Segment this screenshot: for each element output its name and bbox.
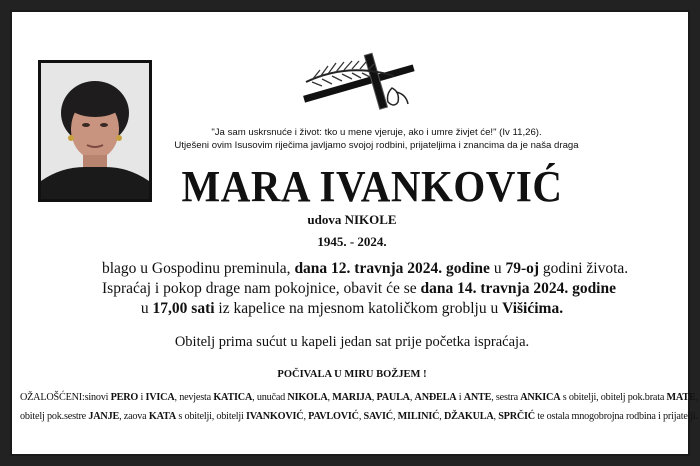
mourner-text: OŽALOŠĆENI: — [20, 392, 85, 403]
quote-line-2: Utješeni ovim Isusovim riječima javljamo svojoj rodbini, prijateljima i znancima da je naša draga — [174, 140, 579, 151]
bible-quote — [159, 126, 594, 152]
mourner-text: , — [371, 392, 377, 403]
mourner-text: , — [409, 392, 415, 403]
mourners-line-2 — [20, 411, 698, 422]
mourner-text: s obitelji, obitelji — [175, 411, 247, 422]
mourner-name: DŽAKULA — [443, 411, 494, 422]
mourner-name: SAVIĆ — [363, 411, 393, 422]
mourner-name: KATICA — [213, 392, 253, 403]
mourner-text: , — [358, 411, 364, 422]
widow-of: udova NIKOLE — [307, 212, 397, 227]
funeral-text-3: iz kapelice na mjesnom katoličkom groblju u — [214, 300, 503, 317]
death-text-3: godini života. — [539, 260, 629, 277]
mourner-name: NIKOLA — [287, 392, 328, 403]
funeral-notice — [102, 280, 616, 298]
mourner-text: i — [138, 392, 146, 403]
mourner-text: i — [456, 392, 464, 403]
death-notice — [102, 260, 629, 278]
cross-with-palm-icon — [298, 52, 420, 116]
mourner-text: , — [695, 392, 698, 403]
death-age: 79-oj — [505, 260, 540, 277]
deceased-name: MARA IVANKOVIĆ — [181, 161, 563, 211]
death-date: dana 12. travnja 2024. godine — [294, 260, 490, 277]
mourner-name: KATA — [148, 411, 176, 422]
mourner-text: , — [303, 411, 309, 422]
funeral-text-2: u — [140, 300, 153, 317]
mourner-name: JANJE — [88, 411, 120, 422]
portrait-photo — [38, 60, 152, 202]
mourner-text: , unučad — [252, 392, 288, 403]
death-text-1: blago u Gospodinu preminula, — [102, 260, 295, 277]
mourner-name: MILINIĆ — [397, 411, 440, 422]
mourner-text: obitelj pok.sestre — [20, 411, 89, 422]
mourner-name: MATE — [666, 392, 696, 403]
mourners-line-1 — [20, 392, 698, 403]
mourner-text: , — [327, 392, 333, 403]
mourner-text: sinovi — [84, 392, 111, 403]
mourner-text: te ostala mnogobrojna rodbina i prijatelji. — [534, 411, 698, 422]
family-note: Obitelj prima sućut u kapeli jedan sat prije početka ispraćaja. — [174, 334, 530, 350]
funeral-time: 17,00 sati — [152, 300, 215, 317]
mourner-name: IVICA — [145, 392, 175, 403]
mourner-name: PAVLOVIĆ — [308, 411, 359, 422]
mourner-name: IVANKOVIĆ — [246, 411, 304, 422]
mourner-text: , zaova — [119, 411, 149, 422]
mourner-name: PERO — [110, 392, 139, 403]
mourner-name: ANĐELA — [414, 392, 457, 403]
mourner-text: , — [439, 411, 444, 422]
funeral-place: Višićima. — [502, 300, 564, 317]
funeral-location — [102, 300, 602, 318]
mourner-text: , — [493, 411, 499, 422]
mourner-text: s obitelji, obitelj pok.brata — [560, 392, 667, 403]
death-text-2: u — [489, 260, 506, 277]
quote-line-1: "Ja sam uskrsnuće i život: tko u mene vjeruje, ako i umre živjet će!" (Iv 11,26). — [211, 127, 542, 138]
funeral-text-1: Ispraćaj i pokop drage nam pokojnice, obavit će se — [102, 280, 421, 297]
mourner-name: ANTE — [463, 392, 492, 403]
mourner-text: , — [392, 411, 398, 422]
life-years: 1945. - 2024. — [317, 234, 387, 249]
mourner-text: , sestra — [491, 392, 521, 403]
mourner-text: , nevjesta — [174, 392, 214, 403]
obituary-card — [10, 10, 698, 456]
funeral-date: dana 14. travnja 2024. godine — [420, 280, 616, 297]
mourner-name: MARIJA — [332, 392, 372, 403]
rest-in-peace: POČIVALA U MIRU BOŽJEM ! — [277, 369, 427, 380]
mourner-name: SPRČIĆ — [498, 411, 535, 422]
mourner-name: PAULA — [376, 392, 410, 403]
mourner-name: ANKICA — [520, 392, 561, 403]
